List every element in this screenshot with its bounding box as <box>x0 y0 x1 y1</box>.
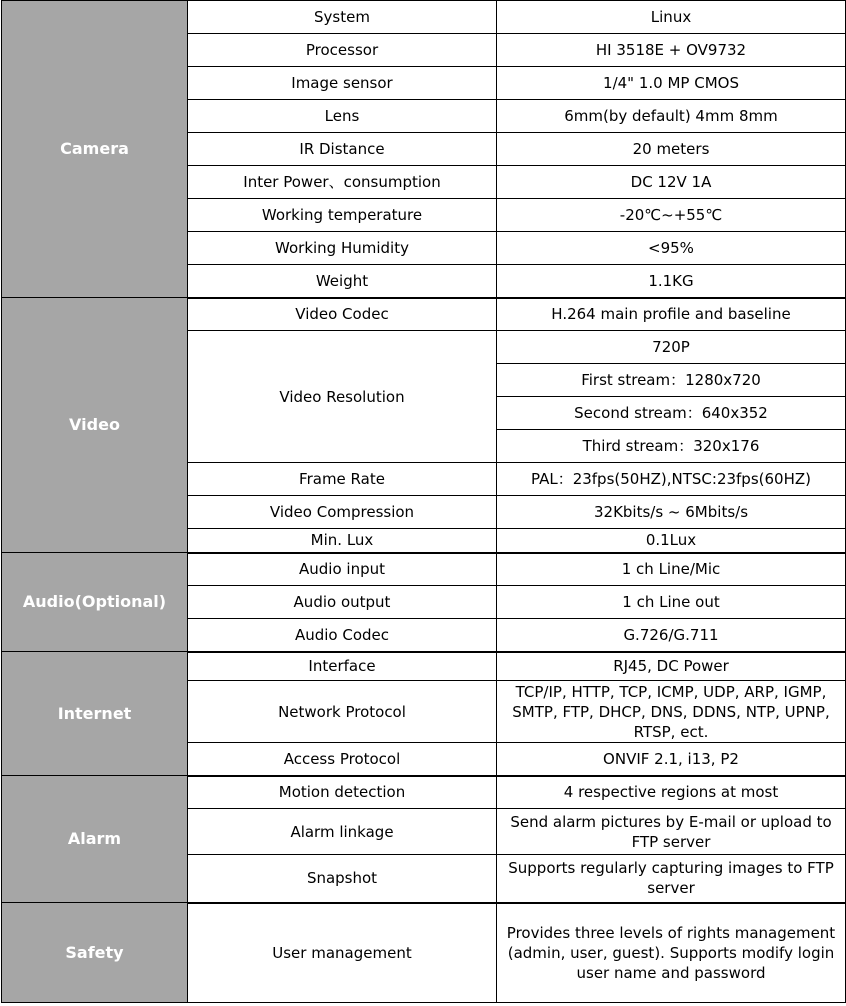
spec-label-cell: Lens <box>188 100 497 133</box>
spec-value-cell: HI 3518E + OV9732 <box>497 34 846 67</box>
spec-label-cell: Weight <box>188 265 497 298</box>
spec-value-cell: 1.1KG <box>497 265 846 298</box>
spec-label-cell: Audio input <box>188 553 497 586</box>
category-cell: Video <box>2 298 188 553</box>
spec-label-cell: Motion detection <box>188 776 497 809</box>
spec-label-cell: Access Protocol <box>188 743 497 776</box>
spec-value-cell: RJ45, DC Power <box>497 652 846 681</box>
spec-value-cell: Linux <box>497 1 846 34</box>
spec-label-cell: Alarm linkage <box>188 809 497 855</box>
table-row <box>2 553 846 586</box>
spec-label-cell: Image sensor <box>188 67 497 100</box>
spec-value-cell: 1 ch Line out <box>497 586 846 619</box>
category-cell: Internet <box>2 652 188 776</box>
category-cell: Camera <box>2 1 188 298</box>
spec-label-cell: Audio output <box>188 586 497 619</box>
spec-value-cell: 6mm(by default) 4mm 8mm <box>497 100 846 133</box>
spec-value-cell: Provides three levels of rights management (admin, user, guest). Supports modify login user name and password <box>497 903 846 1003</box>
spec-value-cell: <95% <box>497 232 846 265</box>
category-cell: Safety <box>2 903 188 1003</box>
spec-value-cell: 1 ch Line/Mic <box>497 553 846 586</box>
category-cell: Alarm <box>2 776 188 903</box>
spec-label-cell: Network Protocol <box>188 681 497 743</box>
spec-label-cell: Audio Codec <box>188 619 497 652</box>
spec-label-cell: Working Humidity <box>188 232 497 265</box>
spec-value-cell: H.264 main profile and baseline <box>497 298 846 331</box>
spec-table <box>1 0 846 1003</box>
spec-label-cell: Min. Lux <box>188 529 497 553</box>
spec-value-cell: 4 respective regions at most <box>497 776 846 809</box>
table-row <box>2 903 846 1003</box>
spec-label-cell: Frame Rate <box>188 463 497 496</box>
spec-value-cell: TCP/IP, HTTP, TCP, ICMP, UDP, ARP, IGMP, SMTP, FTP, DHCP, DNS, DDNS, NTP, UPNP, RTSP, ect. <box>497 681 846 743</box>
spec-label-cell: Processor <box>188 34 497 67</box>
spec-value-cell: 1/4" 1.0 MP CMOS <box>497 67 846 100</box>
spec-value-cell: 720P <box>497 331 846 364</box>
spec-value-cell: -20℃~+55℃ <box>497 199 846 232</box>
table-row <box>2 776 846 809</box>
spec-label-cell: Working temperature <box>188 199 497 232</box>
spec-value-cell: Third stream：320x176 <box>497 430 846 463</box>
spec-value-cell: Second stream：640x352 <box>497 397 846 430</box>
spec-value-cell: First stream：1280x720 <box>497 364 846 397</box>
spec-value-cell: DC 12V 1A <box>497 166 846 199</box>
table-row <box>2 652 846 681</box>
spec-value-cell: PAL：23fps(50HZ),NTSC:23fps(60HZ) <box>497 463 846 496</box>
category-cell: Audio(Optional) <box>2 553 188 652</box>
spec-label-cell: Video Compression <box>188 496 497 529</box>
table-row <box>2 298 846 331</box>
spec-label-cell: Video Codec <box>188 298 497 331</box>
spec-table-body <box>2 1 846 1003</box>
spec-label-cell: User management <box>188 903 497 1003</box>
spec-value-cell: 32Kbits/s ~ 6Mbits/s <box>497 496 846 529</box>
spec-value-cell: 20 meters <box>497 133 846 166</box>
spec-value-cell: ONVIF 2.1, i13, P2 <box>497 743 846 776</box>
spec-label-cell: Video Resolution <box>188 331 497 463</box>
spec-label-cell: IR Distance <box>188 133 497 166</box>
spec-label-cell: Snapshot <box>188 855 497 903</box>
spec-value-cell: 0.1Lux <box>497 529 846 553</box>
spec-label-cell: Inter Power、consumption <box>188 166 497 199</box>
spec-value-cell: Supports regularly capturing images to FTP server <box>497 855 846 903</box>
spec-value-cell: Send alarm pictures by E-mail or upload to FTP server <box>497 809 846 855</box>
spec-label-cell: Interface <box>188 652 497 681</box>
table-row <box>2 1 846 34</box>
spec-value-cell: G.726/G.711 <box>497 619 846 652</box>
spec-label-cell: System <box>188 1 497 34</box>
